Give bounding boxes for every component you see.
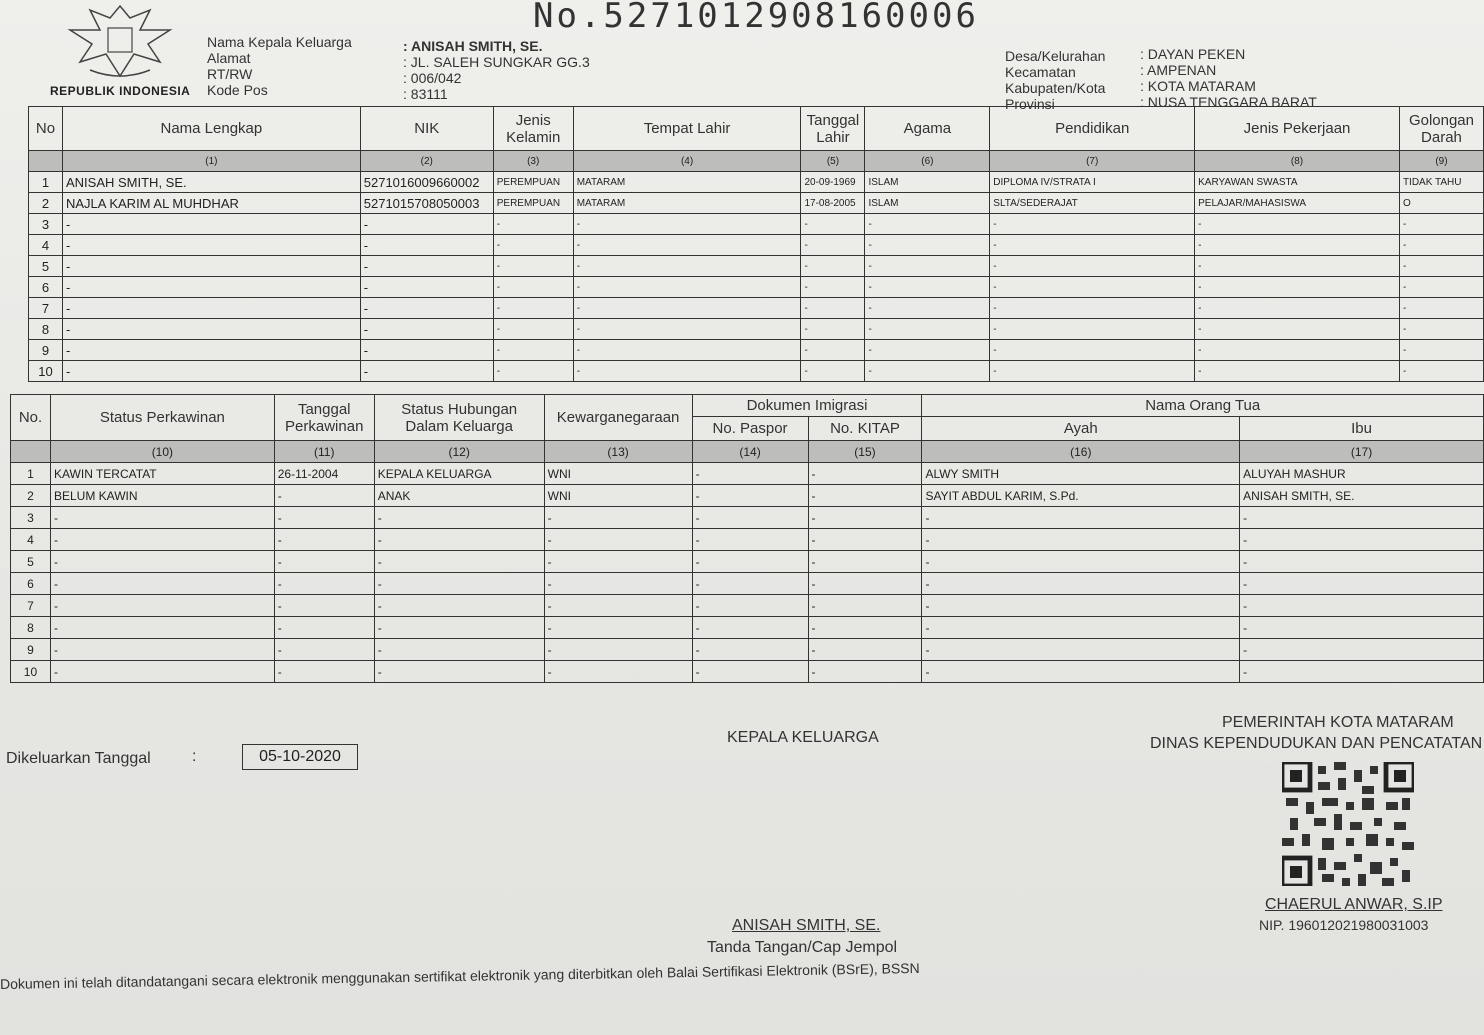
table-cell: - (865, 298, 990, 319)
country-label: REPUBLIK INDONESIA (50, 84, 191, 98)
table-cell: - (50, 507, 274, 529)
table-cell: - (274, 639, 374, 661)
table-cell: NAJLA KARIM AL MUHDHAR (62, 193, 360, 214)
table-cell: KARYAWAN SWASTA (1195, 172, 1400, 193)
table-cell: - (50, 661, 274, 683)
table-cell: - (1399, 256, 1483, 277)
table-cell: - (692, 595, 808, 617)
table-row (29, 256, 1484, 277)
table-cell: - (493, 235, 573, 256)
table-cell: - (573, 277, 801, 298)
table-cell: 26-11-2004 (274, 463, 374, 485)
table-cell: - (1195, 256, 1400, 277)
table-cell: - (360, 277, 493, 298)
header-left-labels: Nama Kepala Keluarga Alamat RT/RW Kode Pos (207, 34, 352, 98)
table-cell: - (544, 573, 692, 595)
issued-label: Dikeluarkan Tanggal (6, 750, 151, 767)
table-cell: - (493, 277, 573, 298)
table-row (29, 235, 1484, 256)
table-cell: 8 (11, 617, 51, 639)
table-cell: 7 (29, 298, 63, 319)
col-header: Ibu (1240, 417, 1484, 441)
table-cell: - (1195, 277, 1400, 298)
signer-caption: Tanda Tangan/Cap Jempol (707, 939, 898, 956)
table-row (29, 172, 1484, 193)
table-cell: - (62, 256, 360, 277)
table-cell: - (922, 617, 1240, 639)
table-cell: - (865, 235, 990, 256)
col-header: No. KITAP (808, 417, 922, 441)
col-header: Ayah (922, 417, 1240, 441)
government-name: PEMERINTAH KOTA MATARAM (1222, 714, 1454, 731)
table-cell: - (801, 361, 865, 382)
table-cell: - (1195, 235, 1400, 256)
table-cell: - (50, 639, 274, 661)
table-cell: - (573, 340, 801, 361)
col-header: Golongan Darah (1399, 107, 1483, 151)
table-cell: - (808, 639, 922, 661)
table-cell: - (808, 573, 922, 595)
table-cell: - (360, 256, 493, 277)
table-cell: - (922, 551, 1240, 573)
table-cell: - (374, 639, 544, 661)
table-cell: - (692, 617, 808, 639)
table-row (11, 485, 1484, 507)
col-header: Nama Orang Tua (922, 395, 1484, 417)
table-cell: - (865, 361, 990, 382)
table-row (11, 639, 1484, 661)
table-cell: - (692, 529, 808, 551)
table-cell: - (808, 595, 922, 617)
table-row (11, 573, 1484, 595)
table-cell: O (1399, 193, 1483, 214)
table-cell: - (692, 639, 808, 661)
table-cell: - (374, 551, 544, 573)
table-cell: BELUM KAWIN (50, 485, 274, 507)
status-table: No. Status Perkawinan Tanggal Perkawinan Status Hubungan Dalam Keluarga Kewarganegaraan Dokumen Imigrasi Nama Orang Tua No. Paspor No. KITAP Ayah Ibu (10) (11) (12) (13) (14) (15) (16) (17) 1 KAWIN TERCATAT 26-11-2004 KEPALA KELUARGA WNI - - ALWY SMITH ALUYAH MASHUR 2 BELUM KAWIN - ANAK WNI - - SAYIT ABDUL KARIM, S.Pd. ANISAH SMITH, SE. 3 - - - - - - - - 4 - - - - - - - - 5 - - - - - - - - 6 - - - - - - - - 7 - - - - - - - - 8 - - - - - - - - 9 - - - - - - - - 10 - - - - - - - - (10, 394, 1484, 683)
table-cell: - (922, 639, 1240, 661)
document-number: No.5271012908160006 (533, 0, 979, 36)
table-cell: - (922, 529, 1240, 551)
table-cell: - (865, 340, 990, 361)
table-cell: ANISAH SMITH, SE. (62, 172, 360, 193)
header-left-values: : ANISAH SMITH, SE. : JL. SALEH SUNGKAR GG.3 : 006/042 : 83111 (403, 38, 590, 102)
table-cell: ALUYAH MASHUR (1240, 463, 1484, 485)
table-cell: - (692, 661, 808, 683)
table-cell: 8 (29, 319, 63, 340)
table-cell: - (62, 340, 360, 361)
table-cell: - (990, 235, 1195, 256)
table-cell: 5271015708050003 (360, 193, 493, 214)
table-cell: SAYIT ABDUL KARIM, S.Pd. (922, 485, 1240, 507)
table-cell: - (1399, 214, 1483, 235)
table-cell: 6 (11, 573, 51, 595)
table-cell: 9 (29, 340, 63, 361)
table-cell: - (274, 551, 374, 573)
table-cell: ALWY SMITH (922, 463, 1240, 485)
col-header: Nama Lengkap (62, 107, 360, 151)
table-row (29, 298, 1484, 319)
table-cell: - (62, 298, 360, 319)
table-cell: - (374, 595, 544, 617)
table-cell: - (360, 298, 493, 319)
col-header: Status Perkawinan (50, 395, 274, 441)
table-cell: - (1399, 277, 1483, 298)
table-cell: - (1399, 361, 1483, 382)
signer-name: ANISAH SMITH, SE. (732, 917, 881, 934)
table-cell: 1 (11, 463, 51, 485)
table-cell: ANAK (374, 485, 544, 507)
table-cell: - (1240, 595, 1484, 617)
table-cell: - (801, 256, 865, 277)
table-cell: - (1399, 235, 1483, 256)
table-cell: - (692, 485, 808, 507)
table-cell: - (573, 256, 801, 277)
issued-colon: : (192, 748, 197, 765)
table-cell: - (922, 661, 1240, 683)
table-cell: - (374, 661, 544, 683)
col-header: Dokumen Imigrasi (692, 395, 922, 417)
table-cell: - (50, 551, 274, 573)
col-header: Jenis Kelamin (493, 107, 573, 151)
issued-date: 05-10-2020 (242, 744, 358, 770)
table-cell: - (808, 463, 922, 485)
table-cell: - (922, 507, 1240, 529)
official-name: CHAERUL ANWAR, S.IP (1265, 896, 1443, 913)
table-cell: MATARAM (573, 193, 801, 214)
table-cell: - (493, 361, 573, 382)
table-cell: 3 (11, 507, 51, 529)
table-cell: - (50, 595, 274, 617)
col-header: Jenis Pekerjaan (1195, 107, 1400, 151)
table-cell: TIDAK TAHU (1399, 172, 1483, 193)
table-row (29, 193, 1484, 214)
header-right-labels: Desa/Kelurahan Kecamatan Kabupaten/Kota Provinsi (1005, 48, 1106, 112)
table-cell: - (801, 277, 865, 298)
table-cell: - (374, 617, 544, 639)
table-cell: - (1240, 617, 1484, 639)
table-cell: - (573, 235, 801, 256)
table-cell: - (374, 507, 544, 529)
table-cell: - (493, 340, 573, 361)
table-cell: - (1240, 661, 1484, 683)
table-cell: - (493, 298, 573, 319)
table-cell: PELAJAR/MAHASISWA (1195, 193, 1400, 214)
table-cell: - (573, 298, 801, 319)
table-row (29, 277, 1484, 298)
table-cell: 5 (29, 256, 63, 277)
table-cell: - (801, 319, 865, 340)
col-header: Kewarganegaraan (544, 395, 692, 441)
table-cell: - (801, 340, 865, 361)
table-cell: - (544, 639, 692, 661)
table-cell: - (865, 256, 990, 277)
table-cell: MATARAM (573, 172, 801, 193)
table-cell: - (922, 573, 1240, 595)
table-cell: - (808, 507, 922, 529)
table-cell: - (50, 617, 274, 639)
table-cell: WNI (544, 485, 692, 507)
table-cell: - (274, 617, 374, 639)
col-header: Tanggal Lahir (801, 107, 865, 151)
table-cell: - (1399, 319, 1483, 340)
table-cell: - (493, 214, 573, 235)
table-cell: PEREMPUAN (493, 193, 573, 214)
table-cell: SLTA/SEDERAJAT (990, 193, 1195, 214)
col-header: No (29, 107, 63, 151)
table-cell: - (573, 361, 801, 382)
table-cell: - (274, 595, 374, 617)
table-row (11, 595, 1484, 617)
table-cell: - (922, 595, 1240, 617)
table-cell: 1 (29, 172, 63, 193)
table-cell: - (374, 573, 544, 595)
col-header: Tempat Lahir (573, 107, 801, 151)
table-cell: - (274, 485, 374, 507)
col-header: NIK (360, 107, 493, 151)
table-cell: - (1240, 639, 1484, 661)
table-cell: - (808, 617, 922, 639)
table-cell: - (801, 298, 865, 319)
table-cell: KEPALA KELUARGA (374, 463, 544, 485)
table-cell: - (990, 319, 1195, 340)
table-cell: 9 (11, 639, 51, 661)
table-cell: - (544, 595, 692, 617)
official-nip: NIP. 196012021980031003 (1259, 917, 1429, 933)
table-cell: - (360, 235, 493, 256)
agency-name: DINAS KEPENDUDUKAN DAN PENCATATAN (1150, 735, 1483, 752)
table-cell: - (692, 573, 808, 595)
table-cell: - (1399, 340, 1483, 361)
col-header: Status Hubungan Dalam Keluarga (374, 395, 544, 441)
table-cell: - (62, 277, 360, 298)
table-cell: - (808, 661, 922, 683)
table-row (11, 661, 1484, 683)
table-cell: - (692, 463, 808, 485)
table-cell: - (493, 319, 573, 340)
table-cell: DIPLOMA IV/STRATA I (990, 172, 1195, 193)
table-cell: - (544, 661, 692, 683)
table-cell: - (62, 319, 360, 340)
table-cell: - (360, 214, 493, 235)
table-cell: - (360, 319, 493, 340)
table-row (11, 463, 1484, 485)
table-cell: - (801, 235, 865, 256)
table-cell: - (62, 214, 360, 235)
table-cell: - (544, 551, 692, 573)
table-cell: - (990, 298, 1195, 319)
table-cell: ISLAM (865, 193, 990, 214)
table-cell: - (692, 507, 808, 529)
table-cell: - (544, 617, 692, 639)
table-cell: - (990, 361, 1195, 382)
table-cell: - (808, 529, 922, 551)
table-cell: - (1195, 361, 1400, 382)
table-cell: - (1240, 551, 1484, 573)
table-cell: 2 (29, 193, 63, 214)
table-row (29, 340, 1484, 361)
table-cell: 7 (11, 595, 51, 617)
table-cell: - (544, 529, 692, 551)
col-header: Agama (865, 107, 990, 151)
table-cell: - (865, 277, 990, 298)
table-cell: 5 (11, 551, 51, 573)
table-cell: - (274, 529, 374, 551)
table-cell: ANISAH SMITH, SE. (1240, 485, 1484, 507)
kepala-keluarga-label: KEPALA KELUARGA (727, 729, 879, 746)
table-cell: - (360, 361, 493, 382)
table-row (29, 361, 1484, 382)
table-cell: - (990, 277, 1195, 298)
table-cell: 17-08-2005 (801, 193, 865, 214)
table-cell: 5271016009660002 (360, 172, 493, 193)
table-cell: - (493, 256, 573, 277)
table-cell: - (62, 235, 360, 256)
members-table: No Nama Lengkap NIK Jenis Kelamin Tempat Lahir Tanggal Lahir Agama Pendidikan Jenis Pekerjaan Golongan Darah (1) (2) (3) (4) (5) (6) (7) (8) (9) 1 ANISAH SMITH, SE. 5271016009660002 PEREMPUAN MATARAM 20-09-1969 ISLAM DIPLOMA IV/STRATA I KARYAWAN SWASTA TIDAK TAHU 2 NAJLA KARIM AL MUHDHAR 5271015708050003 PEREMPUAN MATARAM 17-08-2005 ISLAM SLTA/SEDERAJAT PELAJAR/MAHASISWA O 3 - - - - - - - - - 4 - - - - - - - - - 5 - - - - - - - - - 6 - - - - - - - - - 7 - - - - - - - - - 8 - - - - - - - - - 9 - - - - - - - - - 10 - - - - - - - - - (28, 106, 1484, 382)
table-cell: - (274, 573, 374, 595)
table-cell: - (544, 507, 692, 529)
table-cell: - (808, 551, 922, 573)
table-cell: 20-09-1969 (801, 172, 865, 193)
col-header: Pendidikan (990, 107, 1195, 151)
table-cell: - (274, 507, 374, 529)
table-cell: - (360, 340, 493, 361)
table-row (29, 214, 1484, 235)
table-cell: - (801, 214, 865, 235)
table-cell: - (1240, 573, 1484, 595)
col-header: No. Paspor (692, 417, 808, 441)
table-cell: ISLAM (865, 172, 990, 193)
table-cell: WNI (544, 463, 692, 485)
table-cell: - (990, 340, 1195, 361)
garuda-emblem-icon (60, 0, 180, 86)
table-cell: - (50, 573, 274, 595)
table-cell: 2 (11, 485, 51, 507)
table-cell: 6 (29, 277, 63, 298)
col-header: Tanggal Perkawinan (274, 395, 374, 441)
table-row (29, 319, 1484, 340)
table-cell: - (990, 214, 1195, 235)
table-cell: 4 (29, 235, 63, 256)
electronic-signature-note: Dokumen ini telah ditandatangani secara elektronik menggunakan sertifikat elektronik yang diterbitkan oleh Balai Sertifikasi Elektronik (BSrE), BSSN (0, 959, 920, 992)
table-cell: - (1195, 319, 1400, 340)
table-cell: KAWIN TERCATAT (50, 463, 274, 485)
table-cell: 3 (29, 214, 63, 235)
qr-code-icon (1282, 762, 1414, 886)
table-cell: - (573, 319, 801, 340)
table-cell: - (1240, 529, 1484, 551)
table-cell: 10 (11, 661, 51, 683)
table-cell: PEREMPUAN (493, 172, 573, 193)
table-cell: - (1195, 340, 1400, 361)
table-cell: - (990, 256, 1195, 277)
table-cell: - (865, 319, 990, 340)
table-cell: - (573, 214, 801, 235)
table-row (11, 617, 1484, 639)
table-cell: - (808, 485, 922, 507)
table-cell: - (1195, 298, 1400, 319)
table-row (11, 529, 1484, 551)
table-cell: - (865, 214, 990, 235)
table-row (11, 507, 1484, 529)
table-cell: - (50, 529, 274, 551)
table-cell: - (1399, 298, 1483, 319)
table-cell: 10 (29, 361, 63, 382)
table-cell: - (274, 661, 374, 683)
col-header: No. (11, 395, 51, 441)
table-cell: - (1195, 214, 1400, 235)
table-cell: - (374, 529, 544, 551)
table-cell: - (1240, 507, 1484, 529)
header-right-values: : DAYAN PEKEN : AMPENAN : KOTA MATARAM : NUSA TENGGARA BARAT (1140, 46, 1317, 110)
table-cell: - (692, 551, 808, 573)
table-cell: - (62, 361, 360, 382)
table-cell: 4 (11, 529, 51, 551)
table-row (11, 551, 1484, 573)
